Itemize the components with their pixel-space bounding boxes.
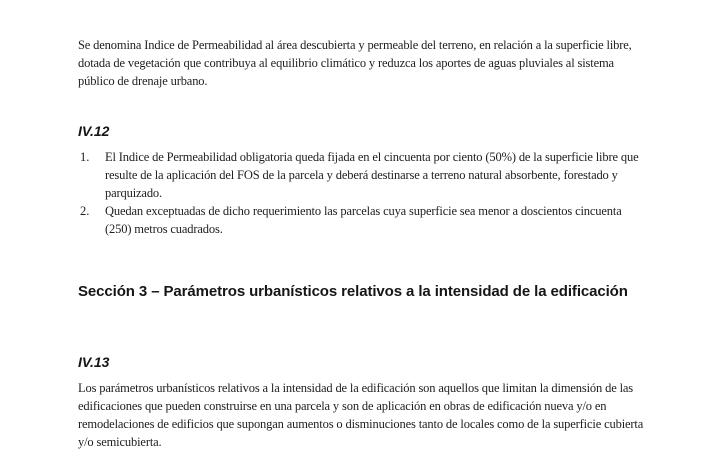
list-item xyxy=(78,202,647,238)
article-iv12-numbered-list xyxy=(78,148,647,238)
list-item-number: 2. xyxy=(80,204,90,218)
article-heading-iv13: IV.13 xyxy=(78,354,110,370)
article-heading-iv12: IV.12 xyxy=(78,123,110,139)
list-item-text: El Indice de Permeabilidad obligatoria queda fijada en el cincuenta por ciento (50%) de la superficie libre que resulte de la aplicación del FOS de la parcela y deberá destinarse a terreno natural absorbente, forestado y parquizado. xyxy=(105,150,639,200)
list-item-number: 1. xyxy=(80,150,90,164)
section-3-heading: Sección 3 – Parámetros urbanísticos relativos a la intensidad de la edificación xyxy=(78,283,628,300)
paragraph-iv13-intensidad: Los parámetros urbanísticos relativos a la intensidad de la edificación son aquellos que limitan la dimensión de las edificaciones que pueden construirse en una parcela y son de aplicación en obras de edificación nueva y/o en remodelaciones de edificios que supongan aumentos o disminuciones tanto de locales como de la superficie cubierta y/o semicubierta. xyxy=(78,381,644,449)
list-item-text: Quedan exceptuadas de dicho requerimiento las parcelas cuya superficie sea menor a doscientos cincuenta (250) metros cuadrados. xyxy=(105,204,622,236)
paragraph-permeabilidad-definition: Se denomina Indice de Permeabilidad al área descubierta y permeable del terreno, en relación a la superficie libre, dotada de vegetación que contribuya al equilibrio climático y reduzca los aportes de aguas pluviales al sistema público de drenaje urbano. xyxy=(78,38,632,88)
list-item xyxy=(78,148,647,202)
